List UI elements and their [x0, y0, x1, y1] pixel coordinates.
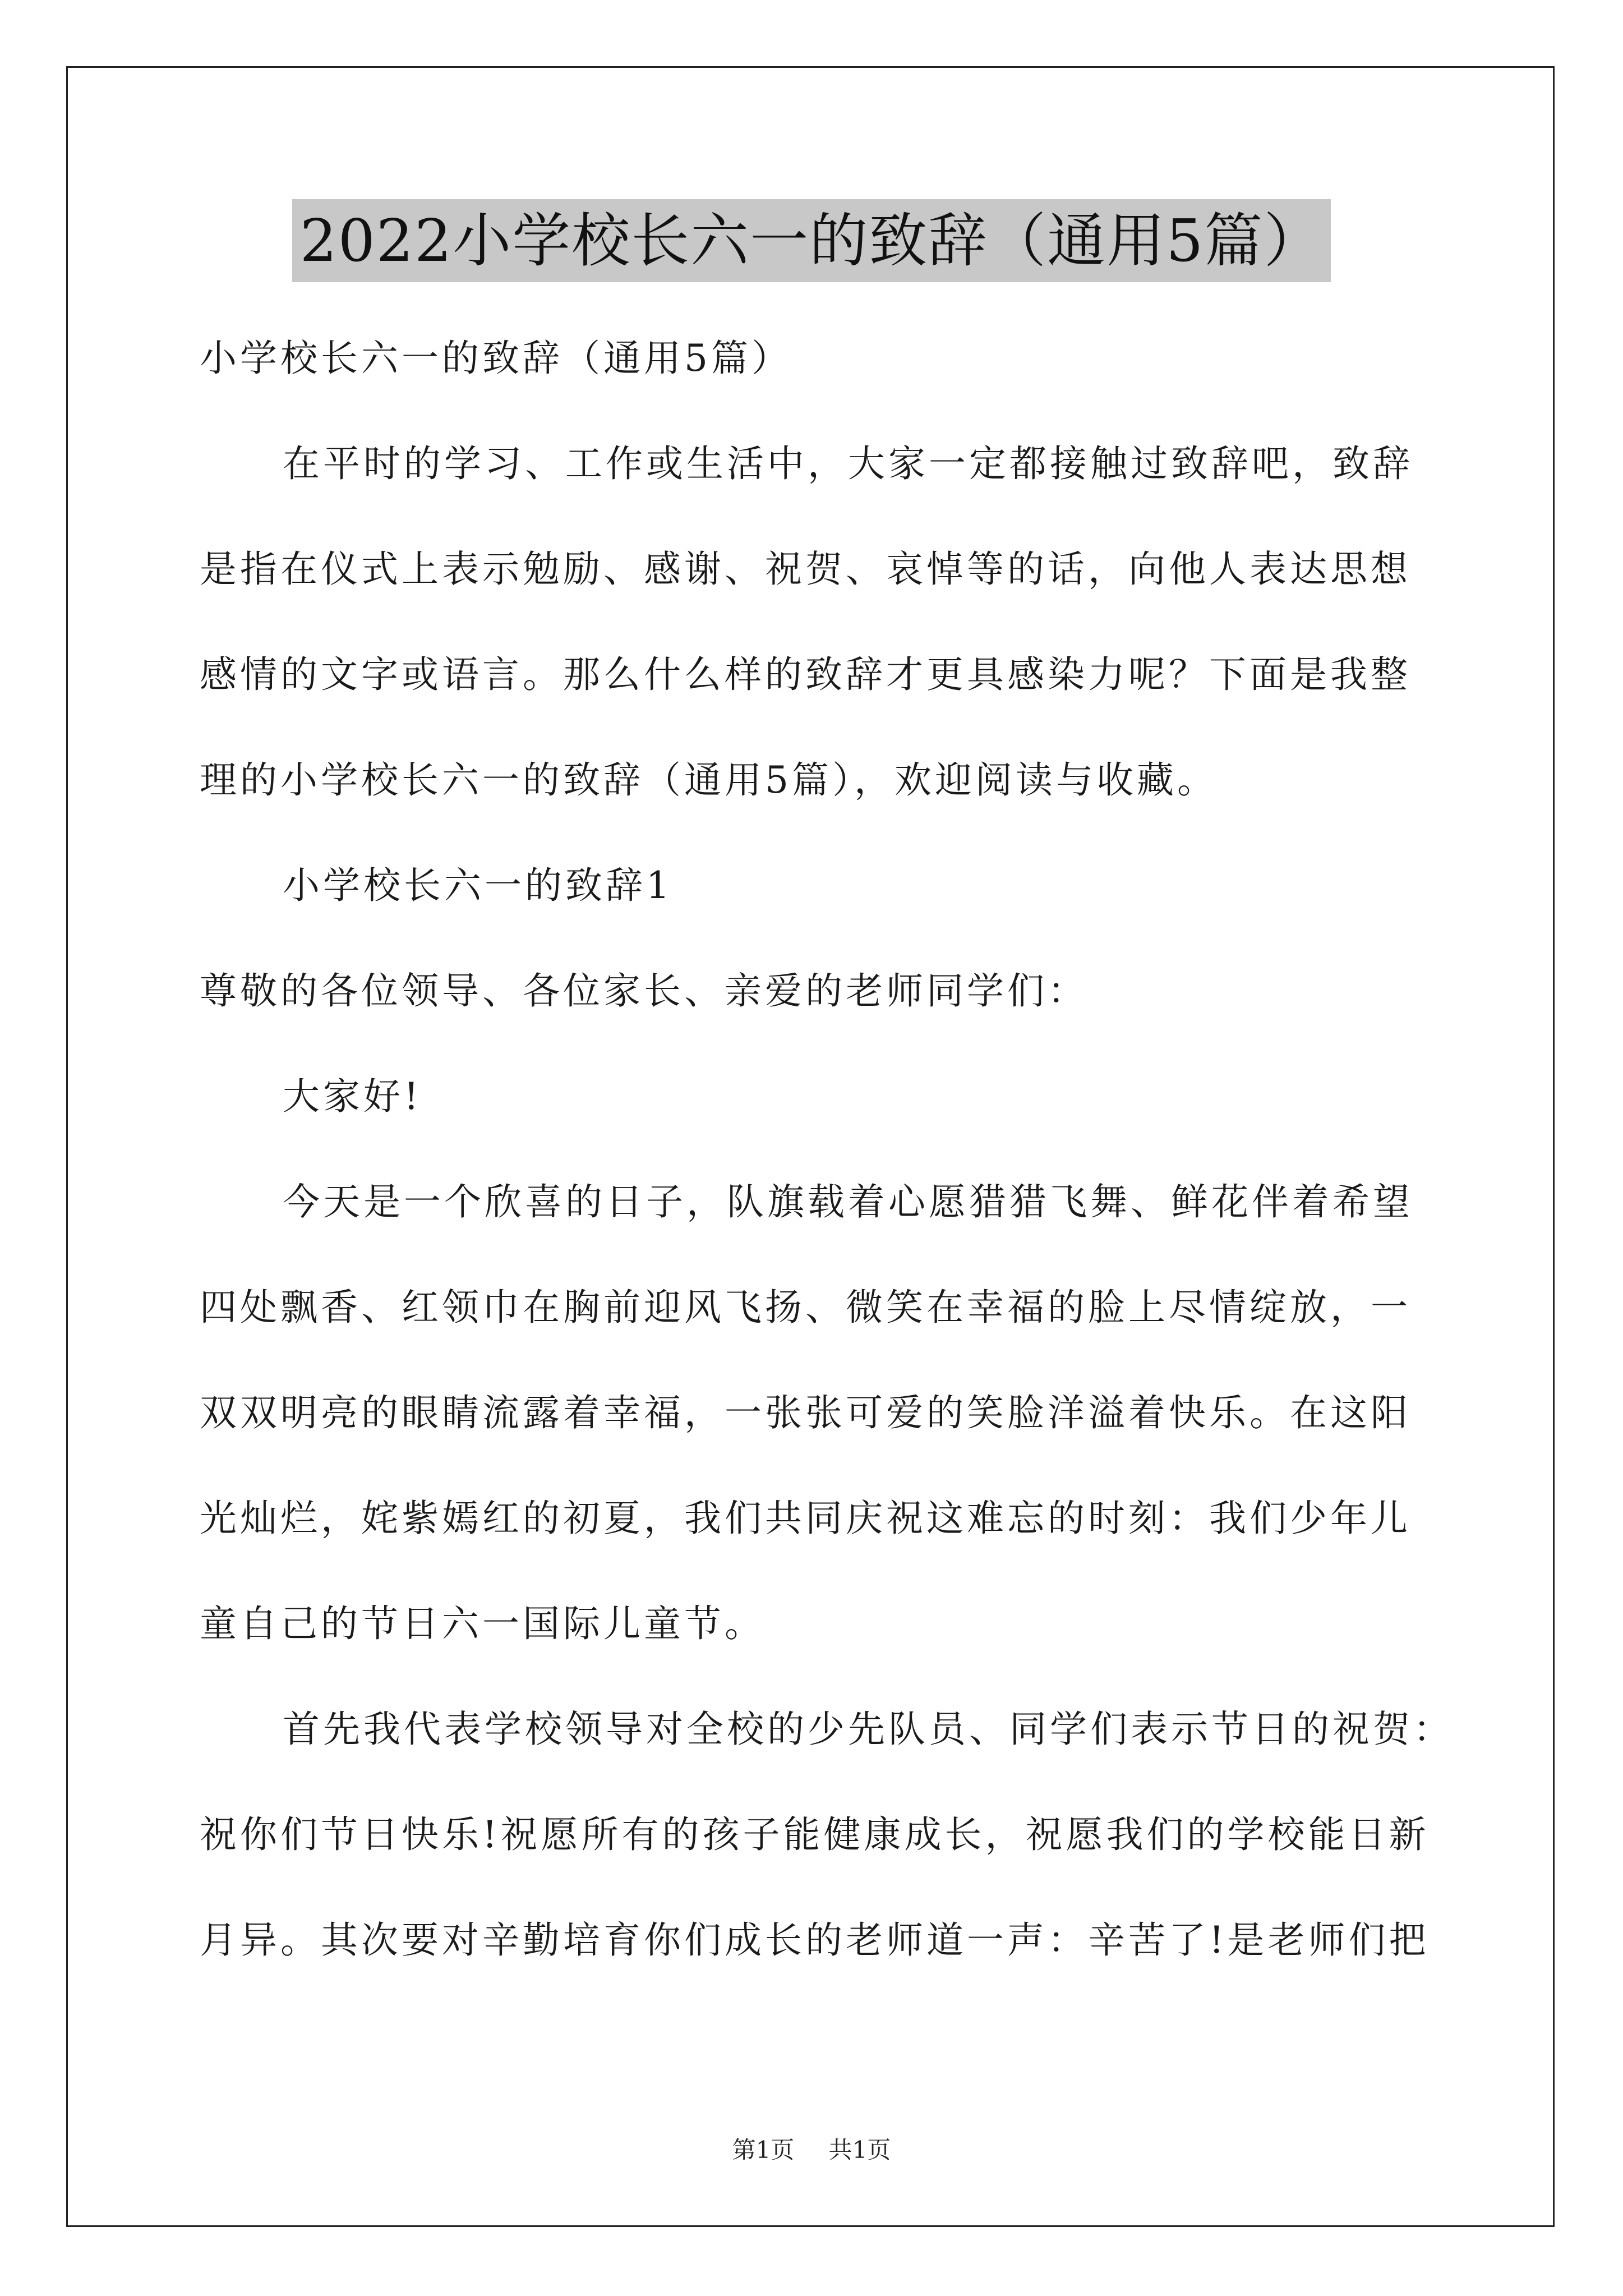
document-body [200, 306, 1454, 1993]
text-line: 童自己的节日六一国际儿童节。 [200, 1602, 765, 1645]
page-number: 第1页 [732, 2136, 795, 2164]
text-line: 今天是一个欣喜的日子，队旗载着心愿猎猎飞舞、鲜花伴着希望 [283, 1180, 1413, 1223]
document-title: 2022小学校长六一的致辞（通用5篇） [292, 199, 1331, 282]
text-line: 大家好! [283, 1075, 422, 1118]
text-line: 在平时的学习、工作或生活中，大家一定都接触过致辞吧，致辞 [283, 442, 1413, 485]
text-line: 感情的文字或语言。那么什么样的致辞才更具感染力呢？下面是我整 [200, 653, 1411, 696]
text-line: 尊敬的各位领导、各位家长、亲爱的老师同学们： [200, 969, 1088, 1013]
text-line: 月异。其次要对辛勤培育你们成长的老师道一声：辛苦了!是老师们把 [200, 1918, 1430, 1962]
text-line: 光灿烂，姹紫嫣红的初夏，我们共同庆祝这难忘的时刻：我们少年儿 [200, 1497, 1411, 1540]
page-total: 共1页 [828, 2136, 891, 2164]
text-line: 四处飘香、红领巾在胸前迎风飞扬、微笑在幸福的脸上尽情绽放，一 [200, 1286, 1411, 1329]
text-line: 是指在仪式上表示勉励、感谢、祝贺、哀悼等的话，向他人表达思想 [200, 547, 1411, 591]
text-line: 理的小学校长六一的致辞（通用5篇），欢迎阅读与收藏。 [200, 758, 1218, 802]
text-line: 首先我代表学校领导对全校的少先队员、同学们表示节日的祝贺： [283, 1708, 1454, 1751]
title-container [0, 199, 1623, 282]
text-line: 祝你们节日快乐!祝愿所有的孩子能健康成长，祝愿我们的学校能日新 [200, 1813, 1430, 1856]
text-line: 双双明亮的眼睛流露着幸福，一张张可爱的笑脸洋溢着快乐。在这阳 [200, 1391, 1411, 1434]
text-line: 小学校长六一的致辞1 [283, 864, 673, 907]
page-footer [0, 2132, 1623, 2165]
text-line: 小学校长六一的致辞（通用5篇） [200, 337, 792, 380]
